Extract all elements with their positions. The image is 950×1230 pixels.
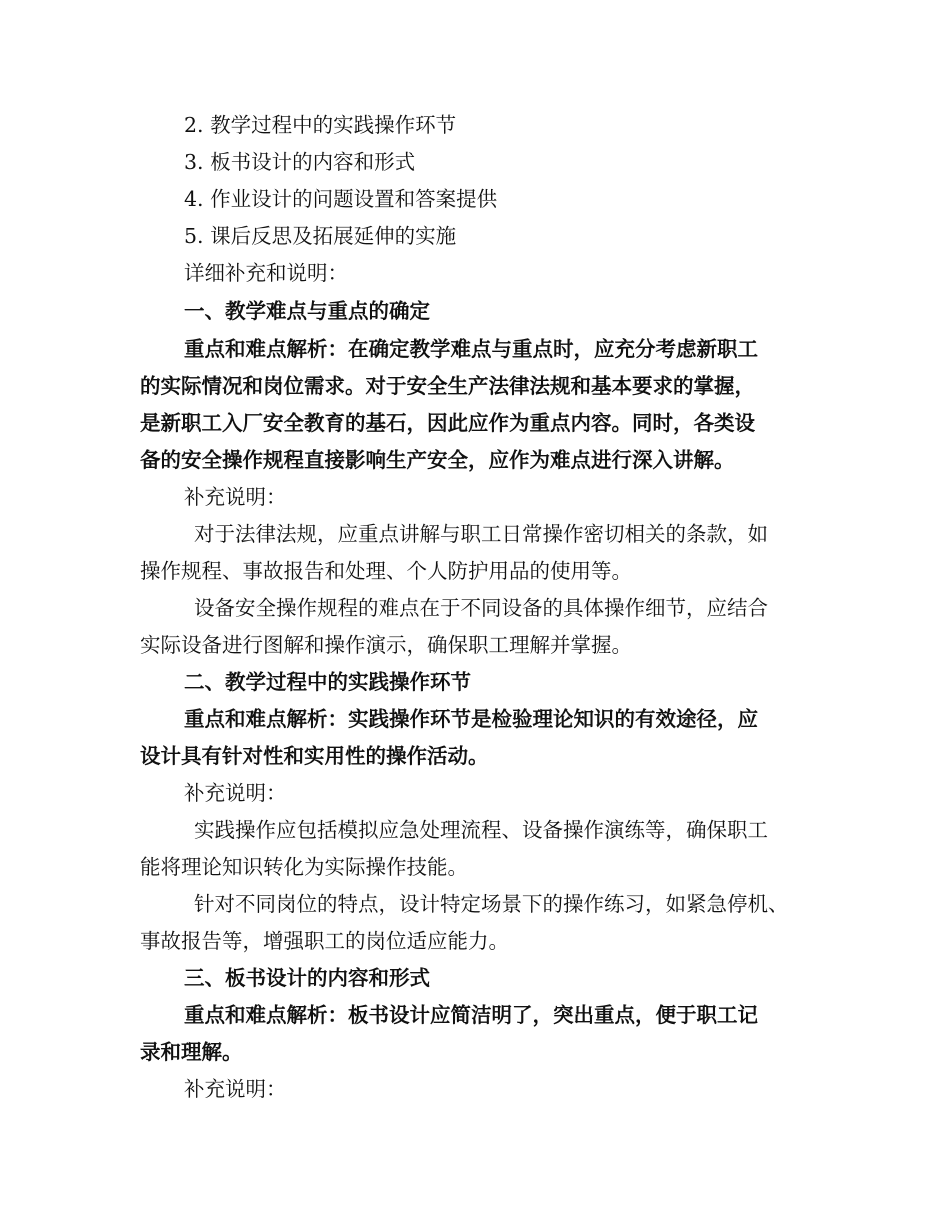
supplement-label: 补充说明： <box>184 485 287 509</box>
analysis-text: 的实际情况和岗位需求。对于安全生产法律法规和基本要求的掌握， <box>140 374 755 398</box>
list-item: 2. 教学过程中的实践操作环节 <box>184 113 457 137</box>
supplement-label: 补充说明： <box>184 1077 287 1101</box>
analysis-text: 重点和难点解析：板书设计应简洁明了，突出重点，便于职工记 <box>184 1003 758 1027</box>
list-item: 5. 课后反思及拓展延伸的实施 <box>184 224 457 248</box>
paragraph-text: 对于法律法规，应重点讲解与职工日常操作密切相关的条款，如 <box>194 522 768 546</box>
analysis-text: 重点和难点解析：在确定教学难点与重点时，应充分考虑新职工 <box>184 337 758 361</box>
supplement-label: 补充说明： <box>184 781 287 805</box>
analysis-text: 设计具有针对性和实用性的操作活动。 <box>140 744 489 768</box>
paragraph-text: 能将理论知识转化为实际操作技能。 <box>140 855 468 879</box>
analysis-text: 重点和难点解析：实践操作环节是检验理论知识的有效途径，应 <box>184 707 758 731</box>
intro-heading: 详细补充和说明： <box>184 261 348 285</box>
paragraph-text: 实践操作应包括模拟应急处理流程、设备操作演练等，确保职工 <box>194 818 768 842</box>
section-heading: 二、教学过程中的实践操作环节 <box>184 670 471 694</box>
paragraph-text: 设备安全操作规程的难点在于不同设备的具体操作细节，应结合 <box>194 596 768 620</box>
section-heading: 三、板书设计的内容和形式 <box>184 966 430 990</box>
paragraph-text: 事故报告等，增强职工的岗位适应能力。 <box>140 929 509 953</box>
analysis-text: 录和理解。 <box>140 1040 243 1064</box>
analysis-text: 是新职工入厂安全教育的基石，因此应作为重点内容。同时，各类设 <box>140 411 755 435</box>
analysis-text: 备的安全操作规程直接影响生产安全，应作为难点进行深入讲解。 <box>140 448 735 472</box>
paragraph-text: 针对不同岗位的特点，设计特定场景下的操作练习，如紧急停机、 <box>194 892 789 916</box>
paragraph-text: 操作规程、事故报告和处理、个人防护用品的使用等。 <box>140 559 632 583</box>
list-item: 4. 作业设计的问题设置和答案提供 <box>184 187 498 211</box>
list-item: 3. 板书设计的内容和形式 <box>184 150 416 174</box>
paragraph-text: 实际设备进行图解和操作演示，确保职工理解并掌握。 <box>140 633 632 657</box>
section-heading: 一、教学难点与重点的确定 <box>184 299 430 323</box>
